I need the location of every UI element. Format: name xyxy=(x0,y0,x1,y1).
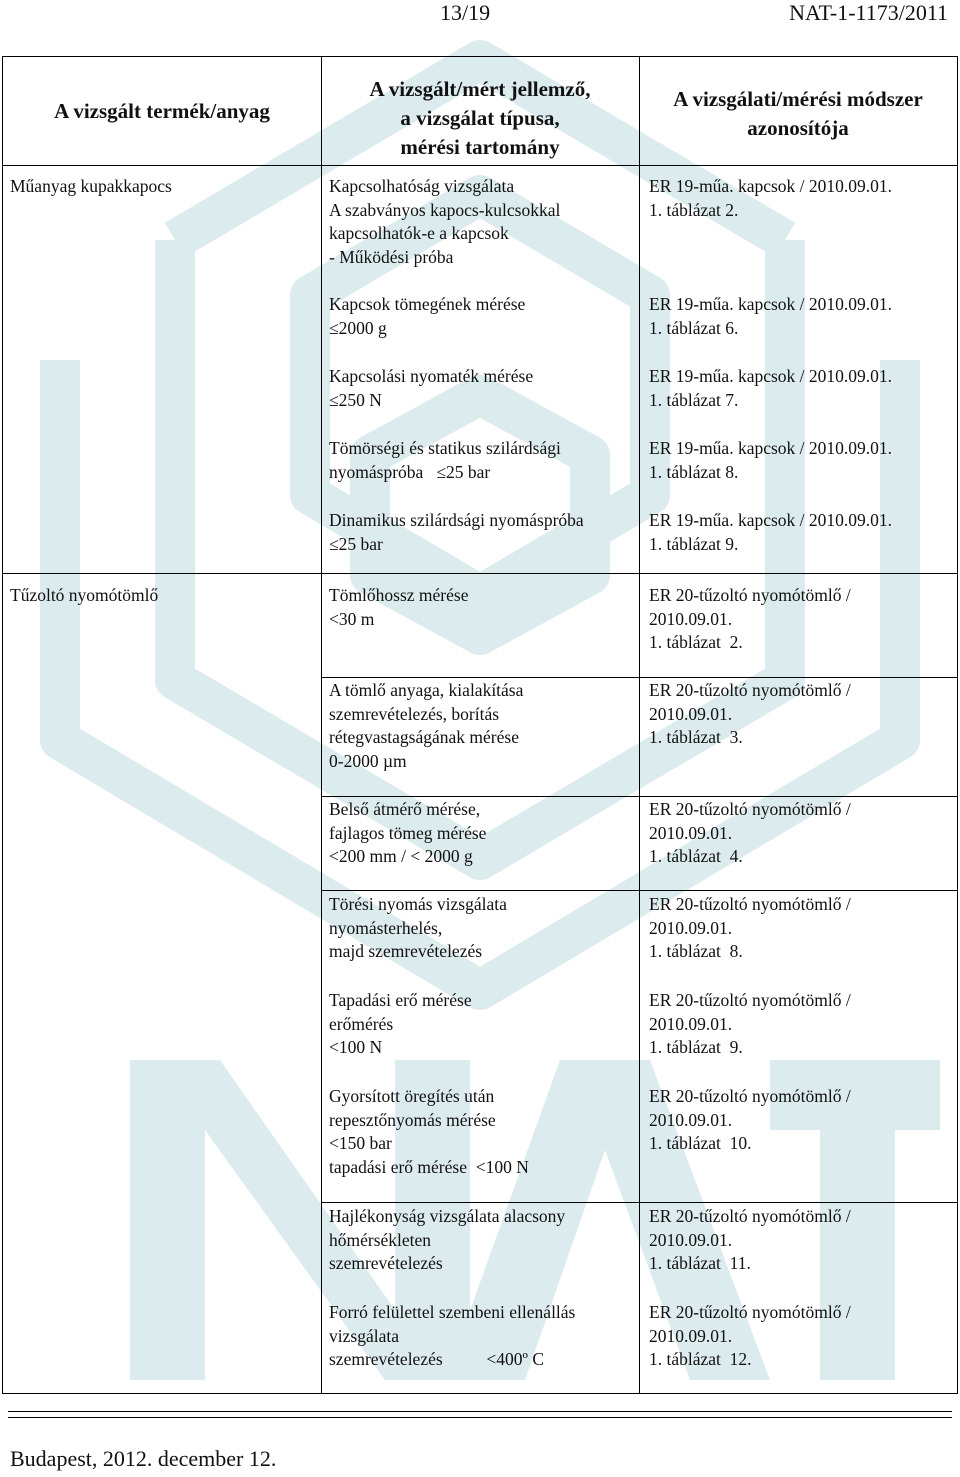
row-rule xyxy=(321,677,957,678)
method-cell: ER 20-tűzoltó nyomótömlő / 2010.09.01. 1. táblázat 8. xyxy=(649,894,851,961)
row-rule xyxy=(321,796,957,797)
characteristic-cell: Belső átmérő mérése, fajlagos tömeg mérése <200 mm / < 2000 g xyxy=(329,799,487,866)
footer-rule xyxy=(8,1411,952,1412)
characteristic-cell: Hajlékonyság vizsgálata alacsony hőmérsékleten szemrevételezés xyxy=(329,1206,566,1273)
method-cell: ER 20-tűzoltó nyomótömlő / 2010.09.01. 1. táblázat 12. xyxy=(649,1302,851,1369)
page-header xyxy=(0,0,960,28)
characteristic-cell: Kapcsolhatóság vizsgálata A szabványos kapocs-kulcsokkal kapcsolhatók-e a kapcsok - Működési próba xyxy=(329,176,561,267)
column-header-characteristic: A vizsgált/mért jellemző, a vizsgálat típusa, mérési tartomány xyxy=(369,77,591,159)
characteristic-cell: Tömörségi és statikus szilárdsági nyomáspróba ≤25 bar xyxy=(329,438,561,482)
method-cell: ER 19-műa. kapcsok / 2010.09.01. 1. táblázat 6. xyxy=(649,294,893,338)
method-cell: ER 20-tűzoltó nyomótömlő / 2010.09.01. 1. táblázat 10. xyxy=(649,1086,851,1153)
document-id: NAT-1-1173/2011 xyxy=(789,0,948,25)
characteristic-cell: Forró felülettel szembeni ellenállás vizsgálata szemrevételezés <400º C xyxy=(329,1302,576,1369)
footer-date: Budapest, 2012. december 12. xyxy=(10,1446,277,1471)
method-cell: ER 19-műa. kapcsok / 2010.09.01. 1. táblázat 7. xyxy=(649,366,893,410)
method-cell: ER 19-műa. kapcsok / 2010.09.01. 1. táblázat 9. xyxy=(649,510,893,554)
method-cell: ER 20-tűzoltó nyomótömlő / 2010.09.01. 1. táblázat 3. xyxy=(649,680,851,747)
column-header-method: A vizsgálati/mérési módszer azonosítója xyxy=(673,87,923,140)
method-cell: ER 19-műa. kapcsok / 2010.09.01. 1. táblázat 2. xyxy=(649,176,893,220)
characteristic-cell: Gyorsított öregítés után repesztőnyomás mérése <150 bar tapadási erő mérése <100 N xyxy=(329,1086,529,1177)
characteristic-cell: Dinamikus szilárdsági nyomáspróba ≤25 bar xyxy=(329,510,584,554)
method-cell: ER 20-tűzoltó nyomótömlő / 2010.09.01. 1. táblázat 2. xyxy=(649,585,851,652)
characteristic-cell: Tapadási erő mérése erőmérés <100 N xyxy=(329,990,472,1057)
footer-rule xyxy=(8,1417,952,1418)
page-number: 13/19 xyxy=(440,0,491,25)
characteristic-cell: Tömlőhossz mérése <30 m xyxy=(329,585,469,629)
section-rule xyxy=(3,573,957,574)
row-rule xyxy=(321,1202,957,1203)
header-rule xyxy=(3,165,957,166)
characteristic-cell: A tömlő anyaga, kialakítása szemrevételezés, borítás rétegvastagságának mérése 0-2000 µm xyxy=(329,680,524,771)
row-rule xyxy=(321,890,957,891)
method-cell: ER 19-műa. kapcsok / 2010.09.01. 1. táblázat 8. xyxy=(649,438,893,482)
product-cap: Műanyag kupakkapocs xyxy=(10,176,172,196)
characteristic-cell: Törési nyomás vizsgálata nyomásterhelés, majd szemrevételezés xyxy=(329,894,507,961)
product-hose: Tűzoltó nyomótömlő xyxy=(10,585,159,605)
method-cell: ER 20-tűzoltó nyomótömlő / 2010.09.01. 1. táblázat 9. xyxy=(649,990,851,1057)
column-divider xyxy=(639,57,640,1393)
characteristic-cell: Kapcsolási nyomaték mérése ≤250 N xyxy=(329,366,534,410)
column-divider xyxy=(321,57,322,1393)
method-cell: ER 20-tűzoltó nyomótömlő / 2010.09.01. 1. táblázat 11. xyxy=(649,1206,851,1273)
accreditation-table xyxy=(2,56,958,1394)
characteristic-cell: Kapcsok tömegének mérése ≤2000 g xyxy=(329,294,526,338)
method-cell: ER 20-tűzoltó nyomótömlő / 2010.09.01. 1. táblázat 4. xyxy=(649,799,851,866)
column-header-product: A vizsgált termék/anyag xyxy=(54,99,270,123)
